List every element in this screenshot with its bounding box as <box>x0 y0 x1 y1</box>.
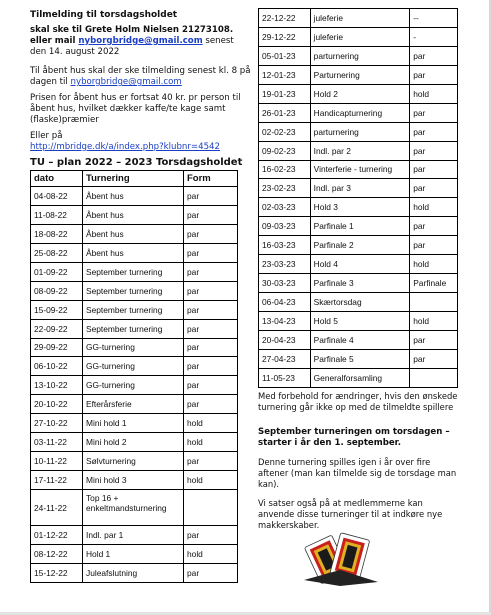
table-row <box>31 471 238 490</box>
cell-tournament: juleferie <box>310 27 410 46</box>
table-row <box>31 281 238 300</box>
cell-tournament: parturnering <box>310 122 410 141</box>
table-row <box>259 122 458 141</box>
cell-form: par <box>184 357 238 376</box>
cell-tournament: juleferie <box>310 9 410 28</box>
cell-date: 20-04-23 <box>259 330 311 349</box>
cell-tournament: Hold 4 <box>310 255 410 274</box>
table-row <box>31 243 238 262</box>
cell-form: par <box>410 141 458 160</box>
cell-form: - <box>410 27 458 46</box>
cell-tournament: Åbent hus <box>83 205 184 224</box>
cell-form: par <box>410 236 458 255</box>
table-row <box>259 27 458 46</box>
cell-form: Parfinale <box>410 274 458 293</box>
cell-tournament: Indl. par 3 <box>310 179 410 198</box>
cell-date: 11-05-23 <box>259 368 311 387</box>
cell-date: 02-03-23 <box>259 198 311 217</box>
cell-tournament: Indl. par 2 <box>310 141 410 160</box>
cell-date: 16-03-23 <box>259 236 311 255</box>
cell-form: hold <box>184 471 238 490</box>
cell-date: 25-08-22 <box>31 243 83 262</box>
table-row <box>259 179 458 198</box>
cell-date: 17-11-22 <box>31 471 83 490</box>
cell-date: 30-03-23 <box>259 274 311 293</box>
cell-tournament: September turnering <box>83 300 184 319</box>
cell-form: par <box>184 224 238 243</box>
cell-date: 13-04-23 <box>259 312 311 331</box>
cell-form: par <box>184 300 238 319</box>
table-row <box>31 414 238 433</box>
cell-tournament: September turnering <box>83 262 184 281</box>
price-text: Prisen for åbent hus er fortsat 40 kr. pr person til åbent hus, hvilket dækker kaffe/te kage samt (flaske)præmier <box>30 93 241 125</box>
table-row <box>31 544 238 563</box>
table-row <box>31 526 238 545</box>
cell-date: 08-09-22 <box>31 281 83 300</box>
cell-tournament: Mini hold 1 <box>83 414 184 433</box>
cell-form: -- <box>410 9 458 28</box>
table-row <box>259 217 458 236</box>
header-tournament: Turnering <box>83 171 184 187</box>
cell-form: hold <box>184 544 238 563</box>
cell-date: 15-12-22 <box>31 563 83 582</box>
cell-form: hold <box>184 433 238 452</box>
cell-date: 12-01-23 <box>259 65 311 84</box>
cell-form: par <box>410 330 458 349</box>
cell-date: 18-08-22 <box>31 224 83 243</box>
cell-form: par <box>410 46 458 65</box>
cell-date: 02-02-23 <box>259 122 311 141</box>
cell-tournament: Parfinale 4 <box>310 330 410 349</box>
cell-date: 06-04-23 <box>259 293 311 312</box>
cell-tournament: Parfinale 3 <box>310 274 410 293</box>
cell-form: par <box>410 65 458 84</box>
cell-tournament: Mini hold 3 <box>83 471 184 490</box>
open-house-text <box>30 66 252 88</box>
cell-form: par <box>184 376 238 395</box>
cell-date: 11-08-22 <box>31 205 83 224</box>
contact-line: skal ske til Grete Holm Nielsen 21273108. <box>30 25 234 35</box>
cell-tournament: GG-turnering <box>83 338 184 357</box>
table-row <box>259 368 458 387</box>
cell-form: par <box>410 103 458 122</box>
table-row <box>31 376 238 395</box>
cell-form: hold <box>184 414 238 433</box>
cell-form: par <box>410 349 458 368</box>
cell-tournament: Åbent hus <box>83 224 184 243</box>
table-row <box>31 433 238 452</box>
mail-link[interactable]: nyborgbridge@gmail.com <box>78 36 203 46</box>
schedule-table-right <box>258 8 458 388</box>
cell-date: 27-04-23 <box>259 349 311 368</box>
table-row <box>31 490 238 526</box>
cell-form: par <box>410 217 458 236</box>
cell-tournament: Åbent hus <box>83 187 184 206</box>
cell-tournament: parturnering <box>310 46 410 65</box>
september-heading: September turneringen om torsdagen – starter i år den 1. september. <box>258 426 450 448</box>
cell-date: 08-12-22 <box>31 544 83 563</box>
reservation-note: Med forbehold for ændringer, hvis den ønskede turnering går ikke op med de tilmeldte spillere <box>258 390 458 412</box>
cell-form: hold <box>410 84 458 103</box>
table-row <box>31 205 238 224</box>
cell-tournament: Parturnering <box>310 65 410 84</box>
cell-date: 01-09-22 <box>31 262 83 281</box>
cell-date: 09-02-23 <box>259 141 311 160</box>
header-form: Form <box>184 171 238 187</box>
cell-date: 05-01-23 <box>259 46 311 65</box>
table-row <box>259 103 458 122</box>
table-row <box>259 141 458 160</box>
playing-cards-icon <box>300 530 380 586</box>
cell-tournament: Efterårsferie <box>83 395 184 414</box>
cell-form: par <box>184 262 238 281</box>
cell-form: par <box>184 281 238 300</box>
cell-form: par <box>184 526 238 545</box>
cell-form: hold <box>410 198 458 217</box>
cell-form: par <box>184 563 238 582</box>
cell-form: par <box>184 319 238 338</box>
cell-tournament: Mini hold 2 <box>83 433 184 452</box>
table-row <box>259 46 458 65</box>
or-on-text: Eller på <box>30 131 63 141</box>
club-link-line <box>30 142 252 153</box>
cell-tournament: Hold 2 <box>310 84 410 103</box>
cell-date: 29-09-22 <box>31 338 83 357</box>
table-row <box>259 198 458 217</box>
cell-tournament: Sølvturnering <box>83 452 184 471</box>
table-header-row <box>31 171 238 187</box>
table-row <box>31 300 238 319</box>
cell-tournament: Parfinale 5 <box>310 349 410 368</box>
cell-tournament: Skærtorsdag <box>310 293 410 312</box>
open-house-signup: Til åbent hus skal der ske tilmelding senest kl. 8 på dagen til <box>30 66 251 87</box>
mail-suffix: senest <box>202 36 234 46</box>
table-row <box>259 160 458 179</box>
schedule-table-left <box>30 170 238 583</box>
table-row <box>31 262 238 281</box>
cell-tournament: September turnering <box>83 319 184 338</box>
table-row <box>31 338 238 357</box>
cell-tournament: September turnering <box>83 281 184 300</box>
table-row <box>259 255 458 274</box>
table-row <box>31 395 238 414</box>
table-row <box>31 187 238 206</box>
cell-tournament: Hold 5 <box>310 312 410 331</box>
cell-form: hold <box>410 312 458 331</box>
cell-tournament: Indl. par 1 <box>83 526 184 545</box>
cell-date: 15-09-22 <box>31 300 83 319</box>
cell-date: 19-01-23 <box>259 84 311 103</box>
cell-date: 01-12-22 <box>31 526 83 545</box>
cell-date: 24-11-22 <box>31 490 83 526</box>
left-column <box>30 10 252 583</box>
cell-date: 13-10-22 <box>31 376 83 395</box>
cell-date: 22-12-22 <box>259 9 311 28</box>
cell-form: par <box>184 205 238 224</box>
plan-title: TU – plan 2022 – 2023 Torsdagsholdet <box>30 157 243 168</box>
cell-tournament: Hold 1 <box>83 544 184 563</box>
cell-form <box>184 490 238 526</box>
recruit-text: Vi satser også på at medlemmerne kan anvende disse turneringer til at indkøre nye makkerskaber. <box>258 497 443 530</box>
cell-tournament: Åbent hus <box>83 243 184 262</box>
cell-form: par <box>184 452 238 471</box>
cell-form: par <box>410 122 458 141</box>
right-column <box>258 8 458 531</box>
cell-date: 26-01-23 <box>259 103 311 122</box>
cell-tournament: Parfinale 1 <box>310 217 410 236</box>
table-row <box>31 319 238 338</box>
header-date: dato <box>31 171 83 187</box>
cell-date: 16-02-23 <box>259 160 311 179</box>
cell-tournament: Parfinale 2 <box>310 236 410 255</box>
table-row <box>259 293 458 312</box>
cell-tournament: Generalforsamling <box>310 368 410 387</box>
club-link[interactable]: http://mbridge.dk/a/index.php?klubnr=4542 <box>30 142 220 152</box>
cell-tournament: GG-turnering <box>83 376 184 395</box>
signup-title: Tilmelding til torsdagsholdet <box>30 10 178 20</box>
cell-date: 06-10-22 <box>31 357 83 376</box>
cell-tournament: Juleafslutning <box>83 563 184 582</box>
table-row <box>259 65 458 84</box>
cell-form: hold <box>410 255 458 274</box>
table-row <box>259 274 458 293</box>
table-row <box>31 357 238 376</box>
cell-tournament: Handicapturnering <box>310 103 410 122</box>
cell-date: 09-03-23 <box>259 217 311 236</box>
mail-line <box>30 36 252 47</box>
cell-form <box>410 368 458 387</box>
mail-prefix: eller mail <box>30 36 79 46</box>
cell-tournament: Vinterferie - turnering <box>310 160 410 179</box>
table-row <box>259 236 458 255</box>
table-row <box>259 9 458 28</box>
cell-tournament: Top 16 + enkeltmandsturnering <box>83 490 184 526</box>
cell-form: par <box>410 160 458 179</box>
table-row <box>31 563 238 582</box>
playing-cards-illustration <box>300 530 380 586</box>
cell-form: par <box>184 338 238 357</box>
table-row <box>259 349 458 368</box>
table-row <box>259 312 458 331</box>
cell-form <box>410 293 458 312</box>
cell-tournament: GG-turnering <box>83 357 184 376</box>
cell-date: 04-08-22 <box>31 187 83 206</box>
cell-date: 10-11-22 <box>31 452 83 471</box>
cell-date: 23-03-23 <box>259 255 311 274</box>
cell-form: par <box>184 243 238 262</box>
table-row <box>259 84 458 103</box>
table-row <box>31 452 238 471</box>
cell-date: 20-10-22 <box>31 395 83 414</box>
cell-date: 22-09-22 <box>31 319 83 338</box>
table-row <box>31 224 238 243</box>
cell-date: 29-12-22 <box>259 27 311 46</box>
september-text: Denne turnering spilles igen i år over fire aftener (man kan tilmelde sig de torsdage man kan). <box>258 456 457 489</box>
cell-form: par <box>184 395 238 414</box>
cell-date: 03-11-22 <box>31 433 83 452</box>
table-row <box>259 330 458 349</box>
cell-tournament: Hold 3 <box>310 198 410 217</box>
cell-date: 23-02-23 <box>259 179 311 198</box>
open-house-mail-link[interactable]: nyborgbridge@gmail.com <box>70 77 182 87</box>
cell-form: par <box>410 179 458 198</box>
cell-date: 27-10-22 <box>31 414 83 433</box>
cell-form: par <box>184 187 238 206</box>
deadline-text: den 14. august 2022 <box>30 47 120 57</box>
